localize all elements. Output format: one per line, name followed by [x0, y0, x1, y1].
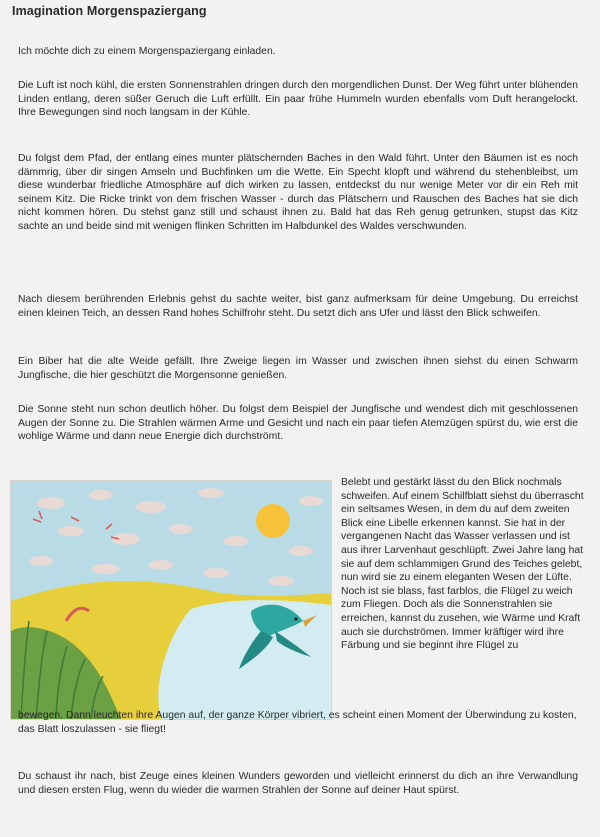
paragraph-air: Die Luft ist noch kühl, die ersten Sonnenstrahlen dringen durch den morgendlichen Dunst. Der Weg führt unter blühenden Linden entlang, deren süßer Geruch die Luft erfüllt. Ein paar frühe Hummeln wurden ebenfalls vom Duft herangelockt. Ihre Bewegungen sind noch langsam in der Kühle. [18, 80, 578, 119]
paragraph-dragonfly: Belebt und gestärkt lässt du den Blick nochmals schweifen. Auf einem Schilfblatt siehst du überrascht ein seltsames Wesen, in dem du auf dem zweiten Blick eine Libelle erkennen kannst. Sie hat in der vergangenen Nacht das Wasser verlassen und ist aus ihrer Larvenhaut geschlüpft. Zwei Jahre lang hat sie auf dem schlammigen Grund des Teiches gelebt, nun wird sie zu einem eleganten Wesen der Lüfte. Noch ist sie blass, fast farblos, die Flügel zu weich zum Fliegen. Doch als die Sonnenstrahlen sie erreichen, kannst du zusehen, wie Wärme und Kraft auch sie durchströmen. Immer kräftiger wird ihre Färbung und sie beginnt ihre Flügel zu [341, 477, 584, 652]
paragraph-pond: Nach diesem berührenden Erlebnis gehst du sachte weiter, bist ganz aufmerksam für deine Umgebung. Du erreichst einen kleinen Teich, an dessen Rand hohes Schilfrohr steht. Du setzt dich ans Ufer und lässt den Blick schweifen. [18, 294, 578, 319]
watercolor-painting [10, 480, 332, 720]
paragraph-dragonfly-continued: bewegen. Dann leuchten ihre Augen auf, der ganze Körper vibriert, es scheint einen Moment der Überwindung zu kosten, das Blatt loszulassen - sie fliegt! [18, 710, 577, 735]
paragraph-closing: Du schaust ihr nach, bist Zeuge eines kleinen Wunders geworden und vielleicht erinnerst du dich an ihre Verwandlung und diesen ersten Flug, wenn du wieder die warmen Strahlen der Sonne auf deiner Haut spürst. [18, 771, 578, 796]
paragraph-beaver: Ein Biber hat die alte Weide gefällt. Ihre Zweige liegen im Wasser und zwischen ihnen siehst du einen Schwarm Jungfische, die hier geschützt die Morgensonne genießen. [18, 356, 578, 381]
paragraph-intro: Ich möchte dich zu einem Morgenspaziergang einladen. [18, 46, 276, 57]
paragraph-forest: Du folgst dem Pfad, der entlang eines munter plätschernden Baches in den Wald führt. Unter den Bäumen ist es noch dämmrig, über dir singen Amseln und Buchfinken um die Wette. Ein Specht klopft und während du stehenbleibst, um diese wunderbar friedliche Atmosphäre auf dich wirken zu lassen, entdeckst du nur wenige Meter vor dir ein Reh mit seinem Kitz. Die Ricke trinkt von dem frischen Wasser - durch das Plätschern und Rauschen des Baches hat sie dich nicht kommen hören. Du stehst ganz still und schaust ihnen zu. Bald hat das Reh genug getrunken, stupst das Kitz sachte an und beide sind mit wenigen flinken Schritten im Halbdunkel des Waldes verschwunden. [18, 153, 578, 232]
painting-sun [256, 504, 290, 538]
paragraph-sun: Die Sonne steht nun schon deutlich höher. Du folgst dem Beispiel der Jungfische und wendest dich mit geschlossenen Augen der Sonne zu. Die Strahlen wärmen Arme und Gesicht und nach ein paar tiefen Atemzügen spürst du, wie erst die wohlige Wärme und dann neue Energie dich durchströmt. [18, 404, 578, 443]
document-title: Imagination Morgenspaziergang [12, 4, 207, 18]
